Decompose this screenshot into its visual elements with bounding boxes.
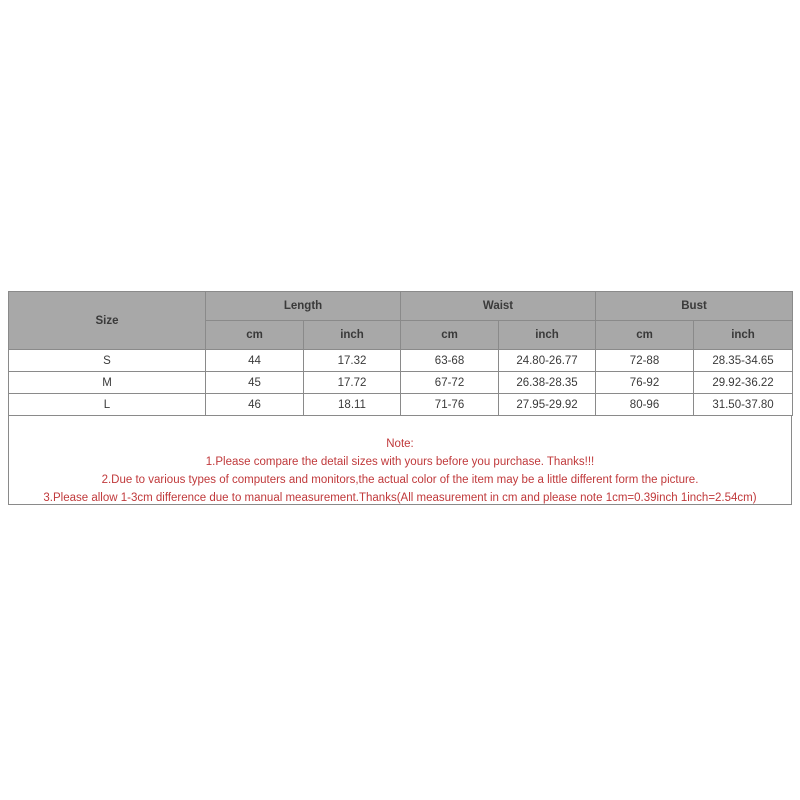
table-cell: 72-88 [596,350,694,372]
table-row [9,350,793,372]
size-table [8,291,793,416]
table-cell: 44 [206,350,304,372]
table-cell: 24.80-26.77 [499,350,596,372]
size-cell: M [9,372,206,394]
bust-cm-header: cm [596,321,694,350]
size-chart [8,291,792,505]
table-cell: 80-96 [596,394,694,416]
table-cell: 28.35-34.65 [694,350,793,372]
table-cell: 71-76 [401,394,499,416]
table-cell: 29.92-36.22 [694,372,793,394]
table-cell: 46 [206,394,304,416]
table-row [9,372,793,394]
size-cell: L [9,394,206,416]
note-line: 2.Due to various types of computers and monitors,the actual color of the item may be a little different form the picture. [101,474,699,486]
table-cell: 26.38-28.35 [499,372,596,394]
table-cell: 17.32 [304,350,401,372]
length-group-header: Length [206,292,401,321]
table-cell: 45 [206,372,304,394]
table-cell: 76-92 [596,372,694,394]
table-cell: 17.72 [304,372,401,394]
size-cell: S [9,350,206,372]
table-header-row [9,292,793,321]
bust-group-header: Bust [596,292,793,321]
note-line: 1.Please compare the detail sizes with yours before you purchase. Thanks!!! [205,456,595,468]
table-cell: 67-72 [401,372,499,394]
table-cell: 63-68 [401,350,499,372]
table-row [9,394,793,416]
waist-cm-header: cm [401,321,499,350]
table-cell: 18.11 [304,394,401,416]
size-column-header: Size [9,292,206,350]
waist-group-header: Waist [401,292,596,321]
notes-box [8,416,792,505]
waist-inch-header: inch [499,321,596,350]
length-inch-header: inch [304,321,401,350]
length-cm-header: cm [206,321,304,350]
table-cell: 31.50-37.80 [694,394,793,416]
note-line: 3.Please allow 1-3cm difference due to manual measurement.Thanks(All measurement in cm and please note 1cm=0.39inch 1inch=2.54cm) [43,492,757,504]
table-cell: 27.95-29.92 [499,394,596,416]
bust-inch-header: inch [694,321,793,350]
notes-title: Note: [386,438,414,450]
